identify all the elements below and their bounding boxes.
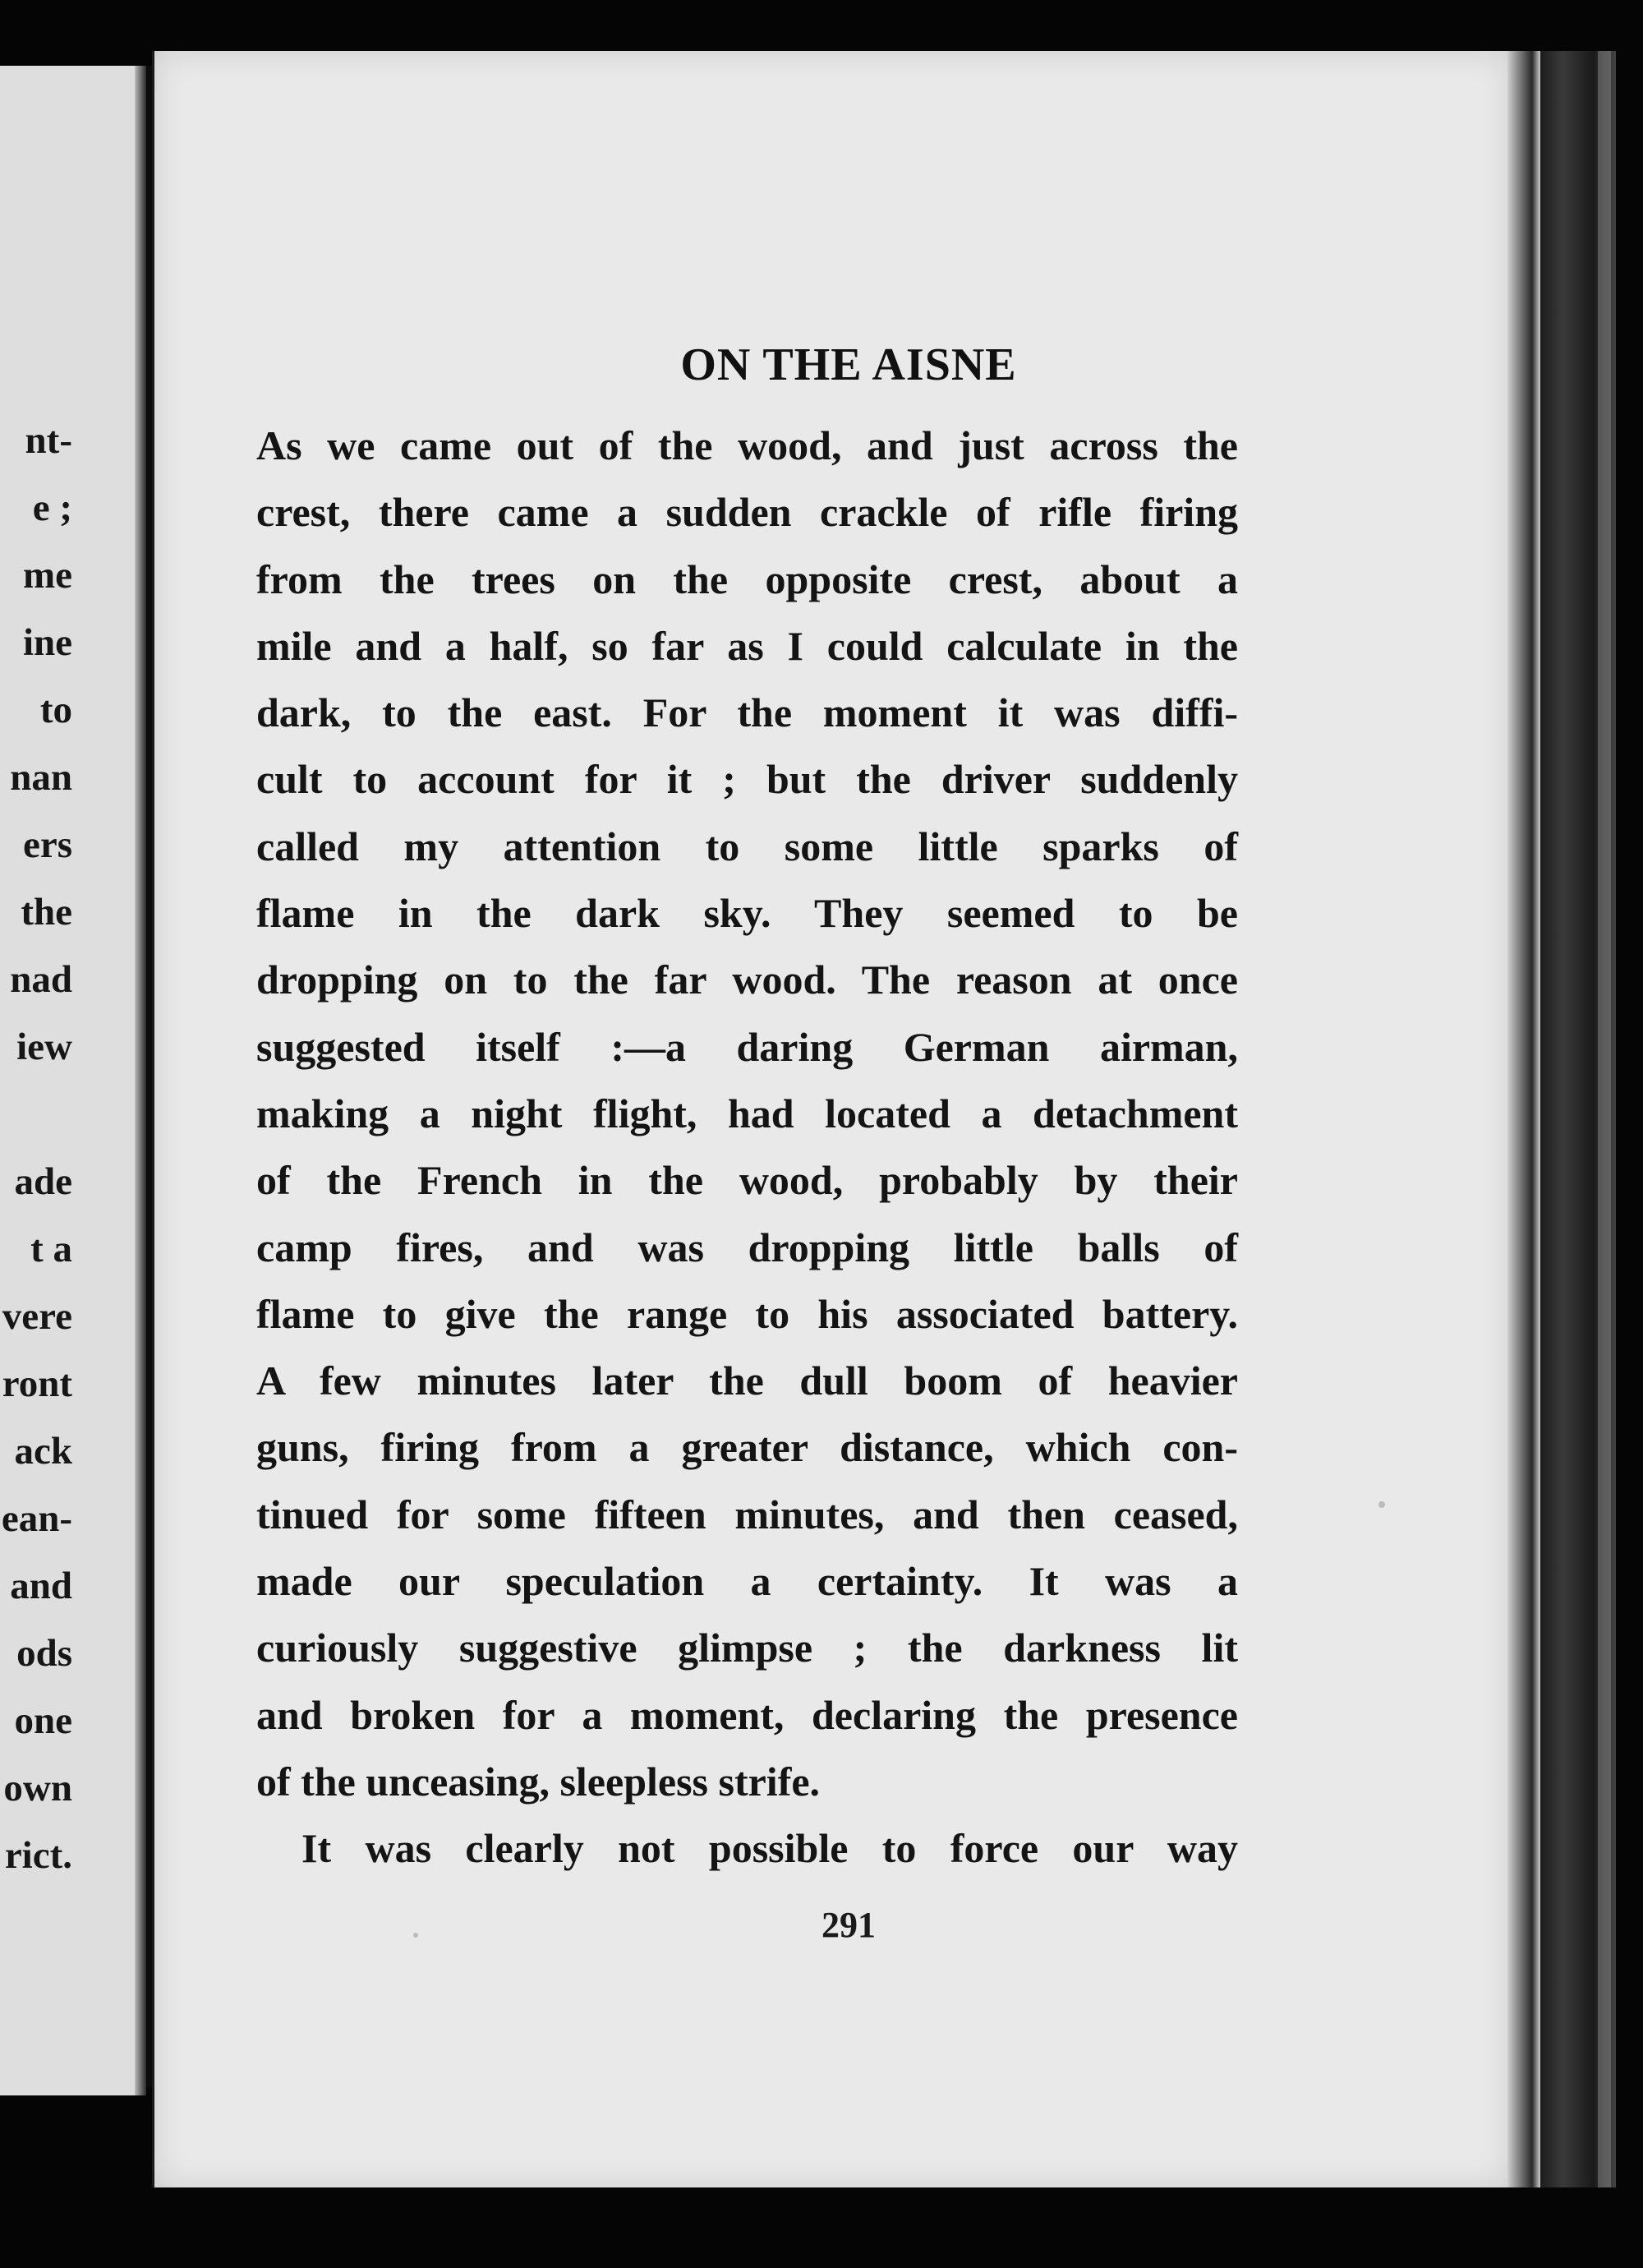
- facing-page-line: e ;: [32, 486, 72, 529]
- facing-page-line: the: [21, 891, 72, 933]
- text-line: As we came out of the wood, and just across the: [256, 422, 1238, 468]
- facing-page-line: nt-: [25, 419, 72, 462]
- text-line: camp fires, and was dropping little balls of: [256, 1224, 1238, 1270]
- text-line: making a night flight, had located a detachment: [256, 1090, 1238, 1136]
- facing-page-line: to: [39, 689, 72, 731]
- facing-page-line: t a: [30, 1228, 72, 1270]
- book-page: [152, 51, 1510, 2187]
- facing-page-line: nad: [10, 958, 72, 1001]
- facing-page-line: ine: [22, 621, 72, 664]
- facing-page-line: ront: [2, 1362, 72, 1405]
- facing-page-line: one: [14, 1699, 72, 1742]
- text-line: tinued for some fifteen minutes, and then ceased,: [256, 1491, 1238, 1537]
- facing-page-edge: [135, 66, 146, 2095]
- facing-page-line: iew: [16, 1026, 72, 1068]
- facing-page-line: ade: [14, 1160, 72, 1203]
- text-line: It was clearly not possible to force our way: [301, 1825, 1238, 1872]
- text-line: A few minutes later the dull boom of heavier: [256, 1358, 1238, 1404]
- text-line: of the French in the wood, probably by their: [256, 1157, 1238, 1204]
- facing-page-line: me: [22, 554, 72, 597]
- book-cover-highlight: [1598, 51, 1611, 2187]
- facing-page-line: ers: [22, 823, 72, 866]
- facing-page-line: ods: [16, 1632, 72, 1675]
- text-line: flame to give the range to his associated battery.: [256, 1290, 1238, 1337]
- facing-page-fragments: [2, 407, 72, 1889]
- facing-page-line: [2, 1081, 72, 1148]
- facing-page-line: and: [10, 1565, 72, 1607]
- paper-speck: [413, 1933, 418, 1938]
- text-line: called my attention to some little sparks of: [256, 823, 1238, 869]
- facing-page-line: ean-: [1, 1497, 72, 1540]
- text-line: mile and a half, so far as I could calculate in the: [256, 622, 1238, 669]
- facing-page-left: [0, 66, 135, 2095]
- text-line: made our speculation a certainty. It was a: [256, 1558, 1238, 1605]
- text-line: and broken for a moment, declaring the presence: [256, 1691, 1238, 1738]
- text-line: dropping on to the far wood. The reason at once: [256, 957, 1238, 1003]
- body-text: [256, 413, 1238, 1883]
- text-line: cult to account for it ; but the driver suddenly: [256, 756, 1238, 803]
- page-edge-right: [1507, 51, 1540, 2187]
- facing-page-line: nan: [10, 756, 72, 799]
- text-line: suggested itself :—a daring German airman,: [256, 1023, 1238, 1070]
- facing-page-line: ack: [14, 1430, 72, 1473]
- text-line: from the trees on the opposite crest, about a: [256, 555, 1238, 602]
- page-number: 291: [822, 1905, 876, 1945]
- text-line: flame in the dark sky. They seemed to be: [256, 890, 1238, 937]
- text-line: guns, firing from a greater distance, which con-: [256, 1424, 1238, 1471]
- facing-page-line: vere: [2, 1295, 72, 1338]
- running-head: ON THE AISNE: [680, 339, 1017, 390]
- facing-page-line: own: [3, 1767, 72, 1809]
- text-line: curiously suggestive glimpse ; the darkness lit: [256, 1625, 1238, 1671]
- paper-speck: [1378, 1501, 1385, 1508]
- text-line: of the unceasing, sleepless strife.: [256, 1758, 821, 1805]
- facing-page-line: rict.: [4, 1834, 72, 1877]
- text-line: crest, there came a sudden crackle of rifle firing: [256, 489, 1238, 536]
- text-line: dark, to the east. For the moment it was diffi-: [256, 689, 1238, 736]
